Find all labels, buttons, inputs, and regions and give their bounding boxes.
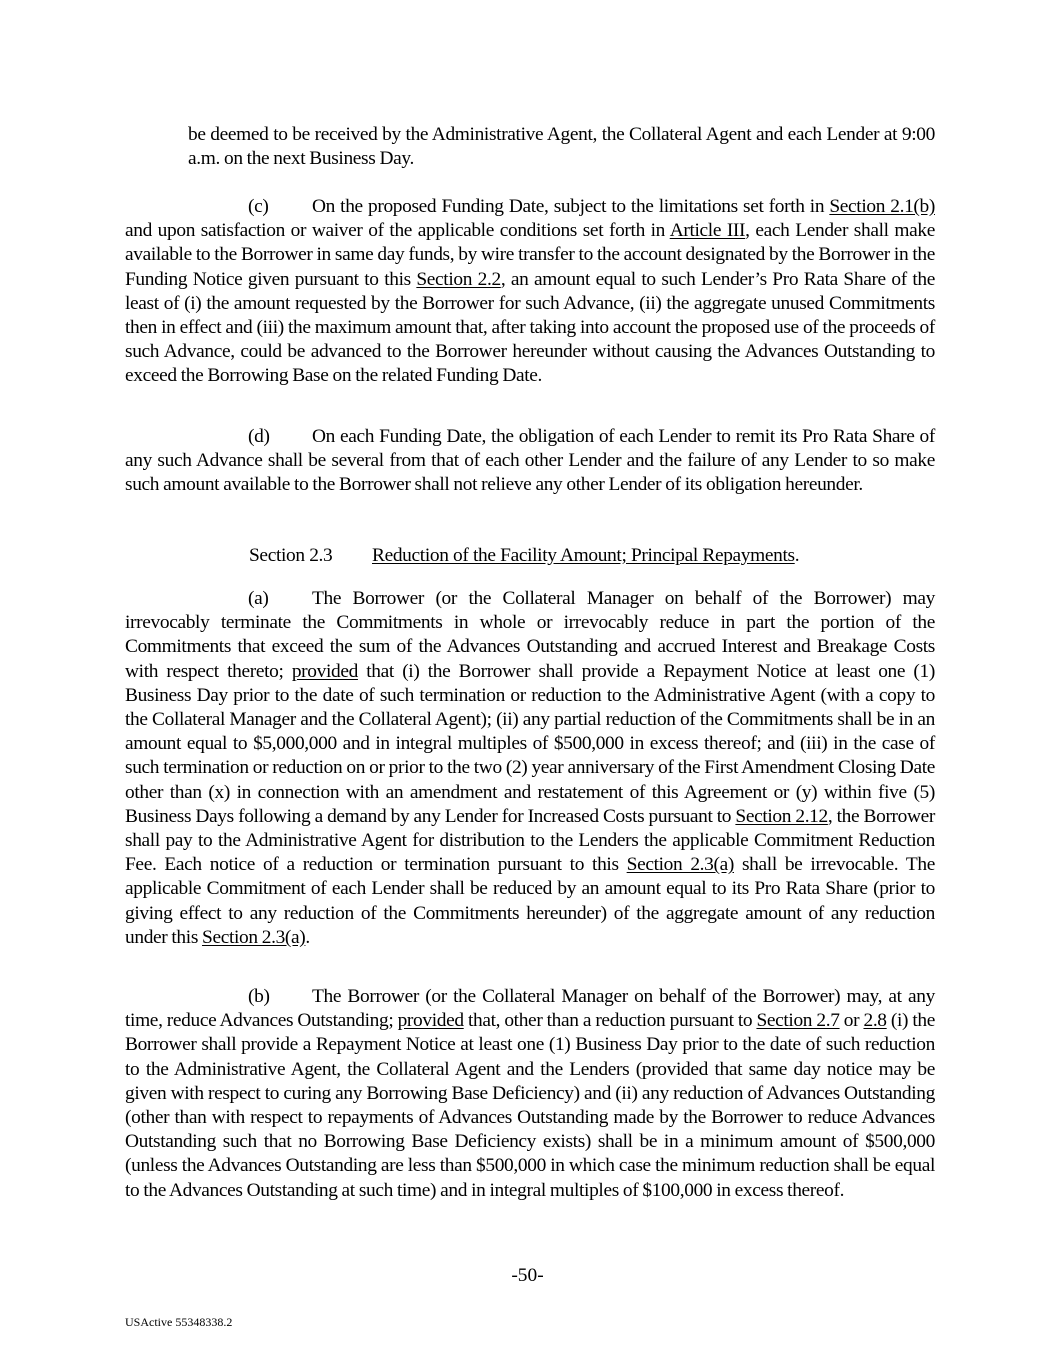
- section-heading: [249, 544, 799, 568]
- section-number: Section 2.3: [249, 545, 333, 566]
- paragraph-d-text: On each Funding Date, the obligation of each Lender to remit its Pro Rata Share of any such Advance shall be several from that of each other Lender and the failure of any Lender to so make such amount available to the Borrower shall not relieve any other Lender of its obligation hereunder.: [125, 426, 935, 496]
- paragraph-b-text-4: (i) the Borrower shall provide a Repayment Notice at least one (1) Business Day prior to the date of such reduction to the Administrative Agent, the Collateral Agent and the Lenders (provided that same day notice may be given with respect to curing any Borrowing Base Deficiency) and (ii) any reduction of Advances Outstanding (other than with respect to repayments of Advances Outstanding made by the Borrower to reduce Advances Outstanding such that no Borrowing Base Deficiency exists) shall be in a minimum amount of $500,000 (unless the Advances Outstanding are less than $500,000 in which case the minimum reduction shall be equal to the Advances Outstanding at such time) and in integral multiples of $100,000 in excess thereof.: [125, 1010, 936, 1201]
- paragraph-c-text-1: On the proposed Funding Date, subject to the limitations set forth in: [312, 196, 830, 217]
- paragraph-a: [125, 587, 935, 950]
- section-title: Reduction of the Facility Amount; Principal Repayments: [372, 545, 795, 566]
- paragraph-b-text-1: The Borrower (or the Collateral Manager on behalf of the Borrower) may, at any time, reduce Advances Outstanding;: [125, 986, 935, 1032]
- continuation-paragraph: [188, 123, 935, 171]
- document-id: USActive 55348338.2: [125, 1315, 233, 1329]
- paragraph-a-text-2: that (i) the Borrower shall provide a Repayment Notice at least one (1) Business Day prior to the date of such termination or reduction to the Administrative Agent (with a copy to the Collateral Manager and the Collateral Agent); (ii) any partial reduction of the Commitments shall be in an amount equal to $5,000,000 and in integral multiples of $500,000 in excess thereof; and (iii) in the case of such termination or reduction on or prior to the two (2) year anniversary of the First Amendment Closing Date other than (x) in connection with an amendment and restatement of this Agreement or (y) within five (5) Business Days following a demand by any Lender for Increased Costs pursuant to: [125, 660, 935, 827]
- continuation-text: be deemed to be received by the Administrative Agent, the Collateral Agent and each Lender at 9:00 a.m. on the next Business Day.: [188, 124, 935, 170]
- paragraph-b: [125, 985, 935, 1203]
- article-iii-link[interactable]: Article III: [669, 220, 746, 242]
- paragraph-a-text-3: , the Borrower shall pay to the Administrative Agent for distribution to the Lenders the applicable Commitment Reduction Fee. Each notice of a reduction or termination pursuant to this: [125, 805, 936, 876]
- provided-term: provided: [291, 660, 358, 682]
- provided-term-2: provided: [397, 1010, 464, 1032]
- page-number: -50-: [511, 1265, 544, 1286]
- paragraph-a-number: (a): [248, 588, 269, 609]
- paragraph-d-number: (d): [248, 426, 270, 447]
- paragraph-b-number: (b): [248, 986, 270, 1007]
- paragraph-b-text-3: or: [839, 1010, 864, 1032]
- paragraph-d: [125, 425, 935, 498]
- section-2-7-link[interactable]: Section 2.7: [756, 1010, 840, 1032]
- section-2-3-a-link-2[interactable]: Section 2.3(a): [202, 926, 306, 948]
- section-2-1-b-link[interactable]: Section 2.1(b): [829, 196, 935, 217]
- section-title-period: .: [794, 545, 800, 566]
- section-2-8-link[interactable]: 2.8: [863, 1010, 887, 1032]
- paragraph-c: [125, 195, 935, 389]
- section-2-2-link[interactable]: Section 2.2: [416, 268, 501, 290]
- paragraph-c-number: (c): [248, 196, 269, 217]
- paragraph-a-text-1: The Borrower (or the Collateral Manager on behalf of the Borrower) may irrevocably terminate the Commitments in whole or irrevocably reduce in part the portion of the Commitments that exceed the sum of the Advances Outstanding and accrued Interest and Breakage Costs with respect thereto;: [125, 588, 935, 682]
- paragraph-a-text-4: shall be irrevocable. The applicable Commitment of each Lender shall be reduced by an amount equal to its Pro Rata Share (prior to giving effect to any reduction of the Commitments hereunder) of the aggregate amount of any reduction under this: [125, 854, 935, 948]
- paragraph-c-text-2: and upon satisfaction or waiver of the applicable conditions set forth in: [125, 220, 670, 242]
- section-2-12-link[interactable]: Section 2.12: [735, 805, 828, 827]
- section-2-3-a-link[interactable]: Section 2.3(a): [626, 854, 734, 876]
- paragraph-b-text-2: that, other than a reduction pursuant to: [463, 1010, 757, 1032]
- paragraph-c-text-4: , an amount equal to such Lender’s Pro Rata Share of the least of (i) the amount requested by the Borrower for such Advance, (ii) the aggregate unused Commitments then in effect and (iii) the maximum amount that, after taking into account the proposed use of the proceeds of such Advance, could be advanced to the Borrower hereunder without causing the Advances Outstanding to exceed the Borrowing Base on the related Funding Date.: [125, 268, 935, 387]
- paragraph-a-text-5: .: [305, 926, 310, 948]
- paragraph-c-text-3: , each Lender shall make available to the Borrower in same day funds, by wire transfer to the account designated by the Borrower in the Funding Notice given pursuant to this: [125, 220, 935, 290]
